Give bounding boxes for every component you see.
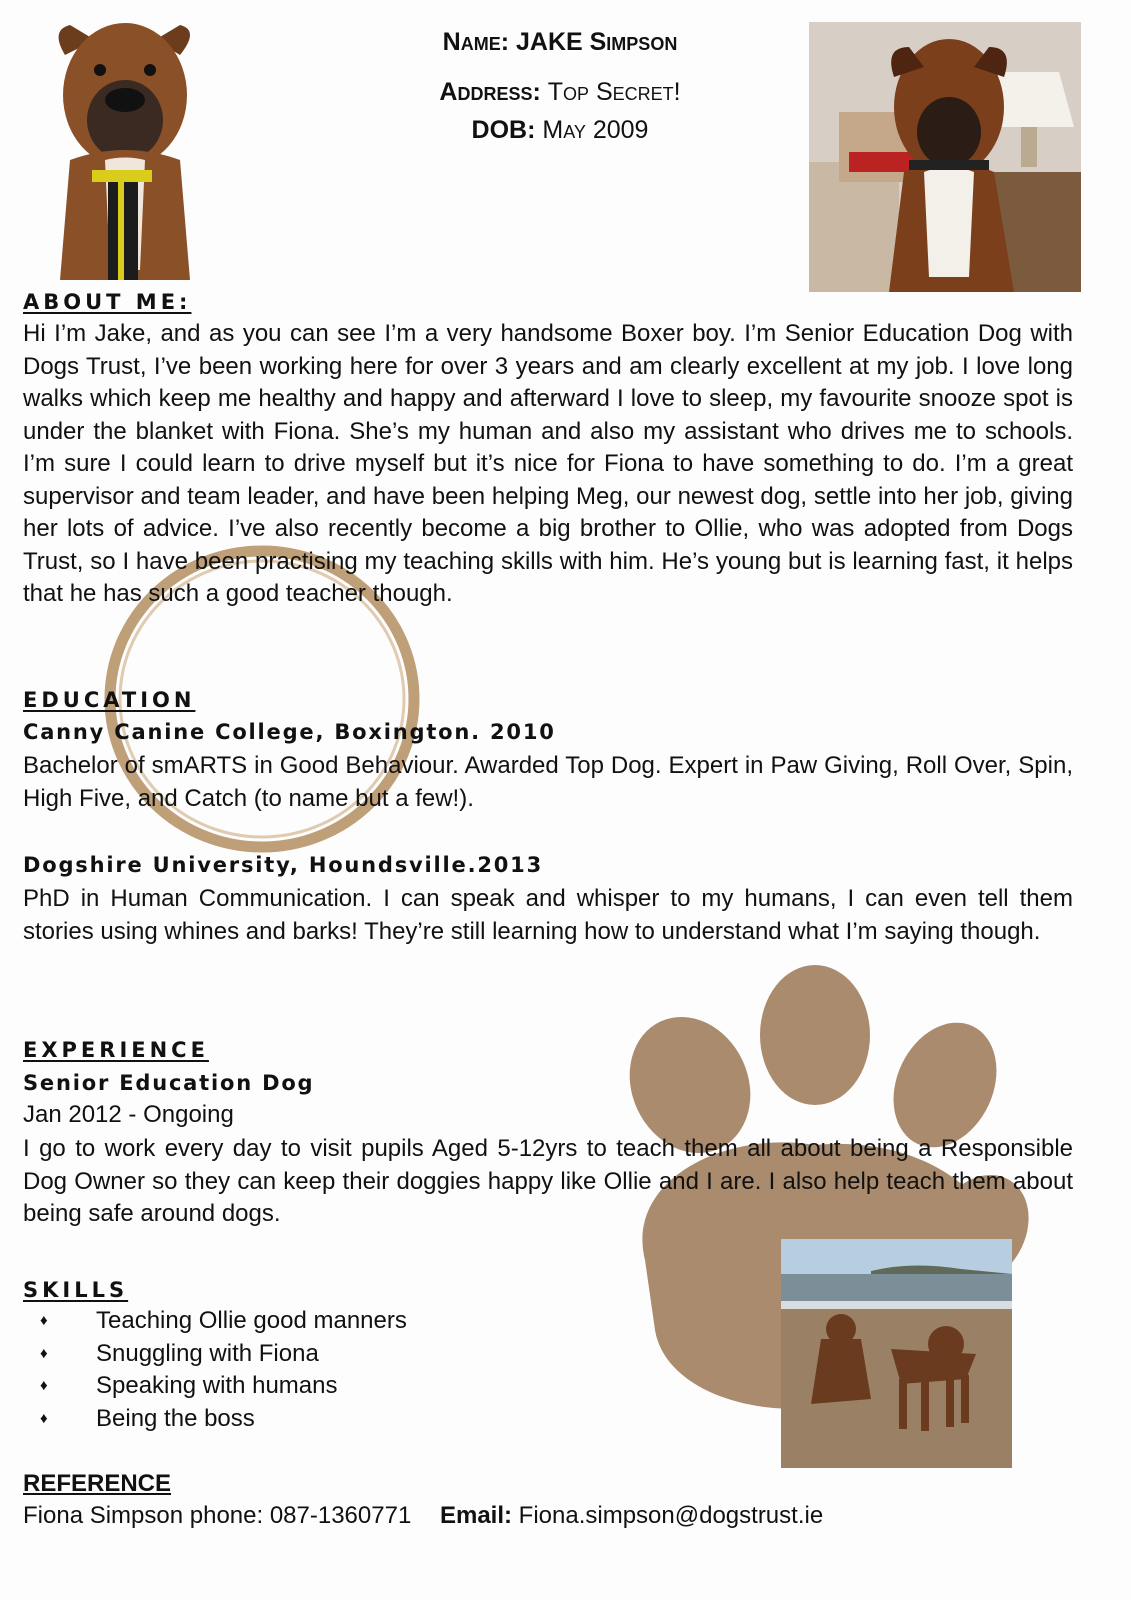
- skill-item: [40, 1305, 407, 1338]
- skill-item: [40, 1370, 407, 1403]
- reference-line: [23, 1502, 823, 1530]
- skills-heading: SKILLS: [23, 1278, 129, 1302]
- dob-label: DOB:: [471, 116, 536, 144]
- about-text: Hi I’m Jake, and as you can see I’m a very handsome Boxer boy. I’m Senior Education Dog with Dogs Trust, I’ve been working here for over 3 years and am clearly excellent at my job. I love long walks which keep me healthy and happy and afterward I love to sleep, my favourite snooze spot is under the blanket with Fiona. She’s my human and also my assistant who drives me to schools. I’m sure I could learn to drive myself but it’s nice for Fiona to have something to do. I’m a great supervisor and team leader, and have been helping Meg, our newest dog, settle into her job, giving her lots of advice. I’ve also recently become a big brother to Ollie, who was adopted from Dogs Trust, so I have been practising my teaching skills with him. He’s young but is learning fast, it helps that he has such a good teacher though.: [23, 320, 1073, 607]
- reference-heading: REFERENCE: [23, 1470, 172, 1497]
- bullet-icon: ♦: [40, 1409, 48, 1427]
- experience-dates: Jan 2012 - Ongoing: [23, 1101, 234, 1128]
- skill-text: Snuggling with Fiona: [96, 1339, 319, 1367]
- education-1-title: Canny Canine College, Boxington. 2010: [23, 720, 556, 744]
- name-label: Name:: [442, 28, 510, 56]
- education-2-text: PhD in Human Communication. I can speak and whisper to my humans, I can even tell them stories using whines and barks! They’re still learning how to understand what I’m saying though.: [23, 885, 1073, 945]
- experience-text: I go to work every day to visit pupils Aged 5-12yrs to teach them all about being a Responsible Dog Owner so they can keep their doggies happy like Ollie and I are. I also help teach them about being safe around dogs.: [23, 1135, 1073, 1227]
- bullet-icon: ♦: [40, 1312, 48, 1330]
- email-link[interactable]: Fiona.simpson@dogstrust.ie: [518, 1502, 824, 1529]
- name-value: JAKE Simpson: [516, 28, 678, 56]
- dob-value: May 2009: [542, 116, 649, 144]
- education-1-text: Bachelor of smARTS in Good Behaviour. Awarded Top Dog. Expert in Paw Giving, Roll Over, Spin, High Five, and Catch (to name but a few!).: [23, 752, 1073, 812]
- skill-item: [40, 1338, 407, 1371]
- dog-portrait-photo: [30, 10, 220, 280]
- about-heading: ABOUT ME:: [23, 290, 192, 314]
- experience-title: Senior Education Dog: [23, 1071, 315, 1095]
- dogs-on-beach-photo: [781, 1239, 1012, 1468]
- address-line: [360, 78, 760, 110]
- skill-text: Speaking with humans: [96, 1372, 338, 1399]
- email-label: Email:: [439, 1502, 512, 1529]
- name-line: [360, 28, 760, 60]
- bullet-icon: ♦: [40, 1377, 48, 1395]
- reference-contact: Fiona Simpson phone: 087-1360771: [23, 1502, 412, 1529]
- skill-item: [40, 1403, 407, 1436]
- education-2-title: Dogshire University, Houndsville.2013: [23, 853, 544, 877]
- bullet-icon: ♦: [40, 1344, 48, 1362]
- skills-list: [40, 1305, 407, 1435]
- skill-text: Teaching Ollie good manners: [96, 1307, 407, 1334]
- address-label: Address:: [439, 78, 541, 106]
- dog-on-sofa-photo: [809, 22, 1081, 292]
- education-heading: EDUCATION: [23, 688, 196, 712]
- dob-line: [360, 116, 760, 148]
- skill-text: Being the boss: [96, 1404, 255, 1432]
- experience-heading: EXPERIENCE: [23, 1038, 209, 1062]
- address-value: Top Secret!: [547, 78, 681, 106]
